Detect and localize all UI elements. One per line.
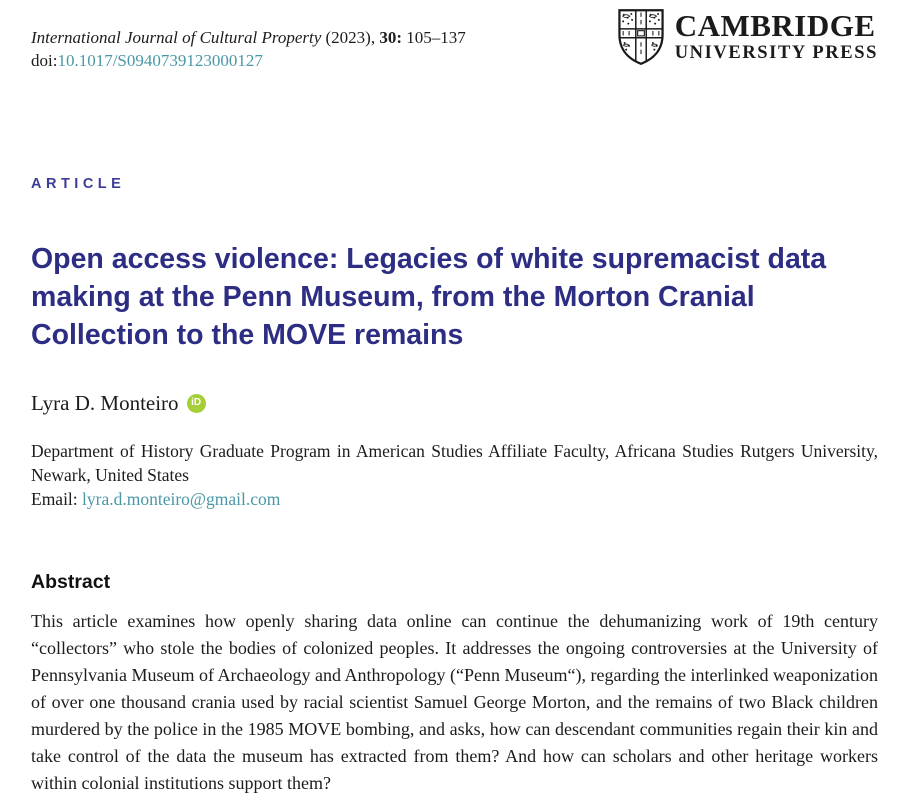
- journal-pages: 105–137: [402, 28, 466, 47]
- article-page: [31, 0, 878, 797]
- abstract-heading: Abstract: [31, 571, 111, 593]
- doi-label: doi:: [31, 51, 58, 70]
- abstract-text: This article examines how openly sharing data online can continue the dehumanizing work of 19th century “collectors” who stole the bodies of colonized peoples. It addresses the ongoing controversies at the University of Pennsylvania Museum of Archaeology and Anthropology (“Penn Museum“), regarding the interlinked weaponization of over one thousand crania used by racial scientist Samuel George Morton, and the remains of two Black children murdered by the police in the 1985 MOVE bombing, and asks, how can descendant communities regain their kin and take control of the data the museum has extracted from them? And how can scholars and other heritage workers within colonial institutions support them?: [31, 611, 878, 793]
- cambridge-university-press-logo: [617, 8, 878, 66]
- article-type-label: ARTICLE: [31, 176, 126, 192]
- journal-year: (2023),: [321, 28, 380, 47]
- author-email-line: [31, 487, 878, 511]
- journal-title: International Journal of Cultural Property: [31, 28, 322, 47]
- email-link[interactable]: lyra.d.monteiro@gmail.com: [82, 489, 281, 509]
- article-title: Open access violence: Legacies of white supremacist data making at the Penn Museum, from the Morton Cranial Collection to the MOVE remains: [31, 243, 827, 351]
- cambridge-shield-icon: [617, 8, 665, 66]
- author-name: Lyra D. Monteiro: [31, 391, 179, 415]
- doi-link[interactable]: 10.1017/S0940739123000127: [57, 51, 263, 70]
- author-affiliation: Department of History Graduate Program in American Studies Affiliate Faculty, Africana Studies Rutgers University, Newark, United States: [31, 441, 878, 485]
- email-label: Email:: [31, 489, 83, 509]
- page-header: [31, 0, 878, 116]
- press-name-cambridge: CAMBRIDGE: [674, 8, 876, 43]
- author-line: [31, 390, 878, 416]
- journal-volume: 30:: [379, 28, 402, 47]
- orcid-icon[interactable]: iD: [187, 394, 206, 413]
- press-wordmark: [675, 8, 878, 64]
- press-name-university-press: UNIVERSITY PRESS: [674, 43, 878, 63]
